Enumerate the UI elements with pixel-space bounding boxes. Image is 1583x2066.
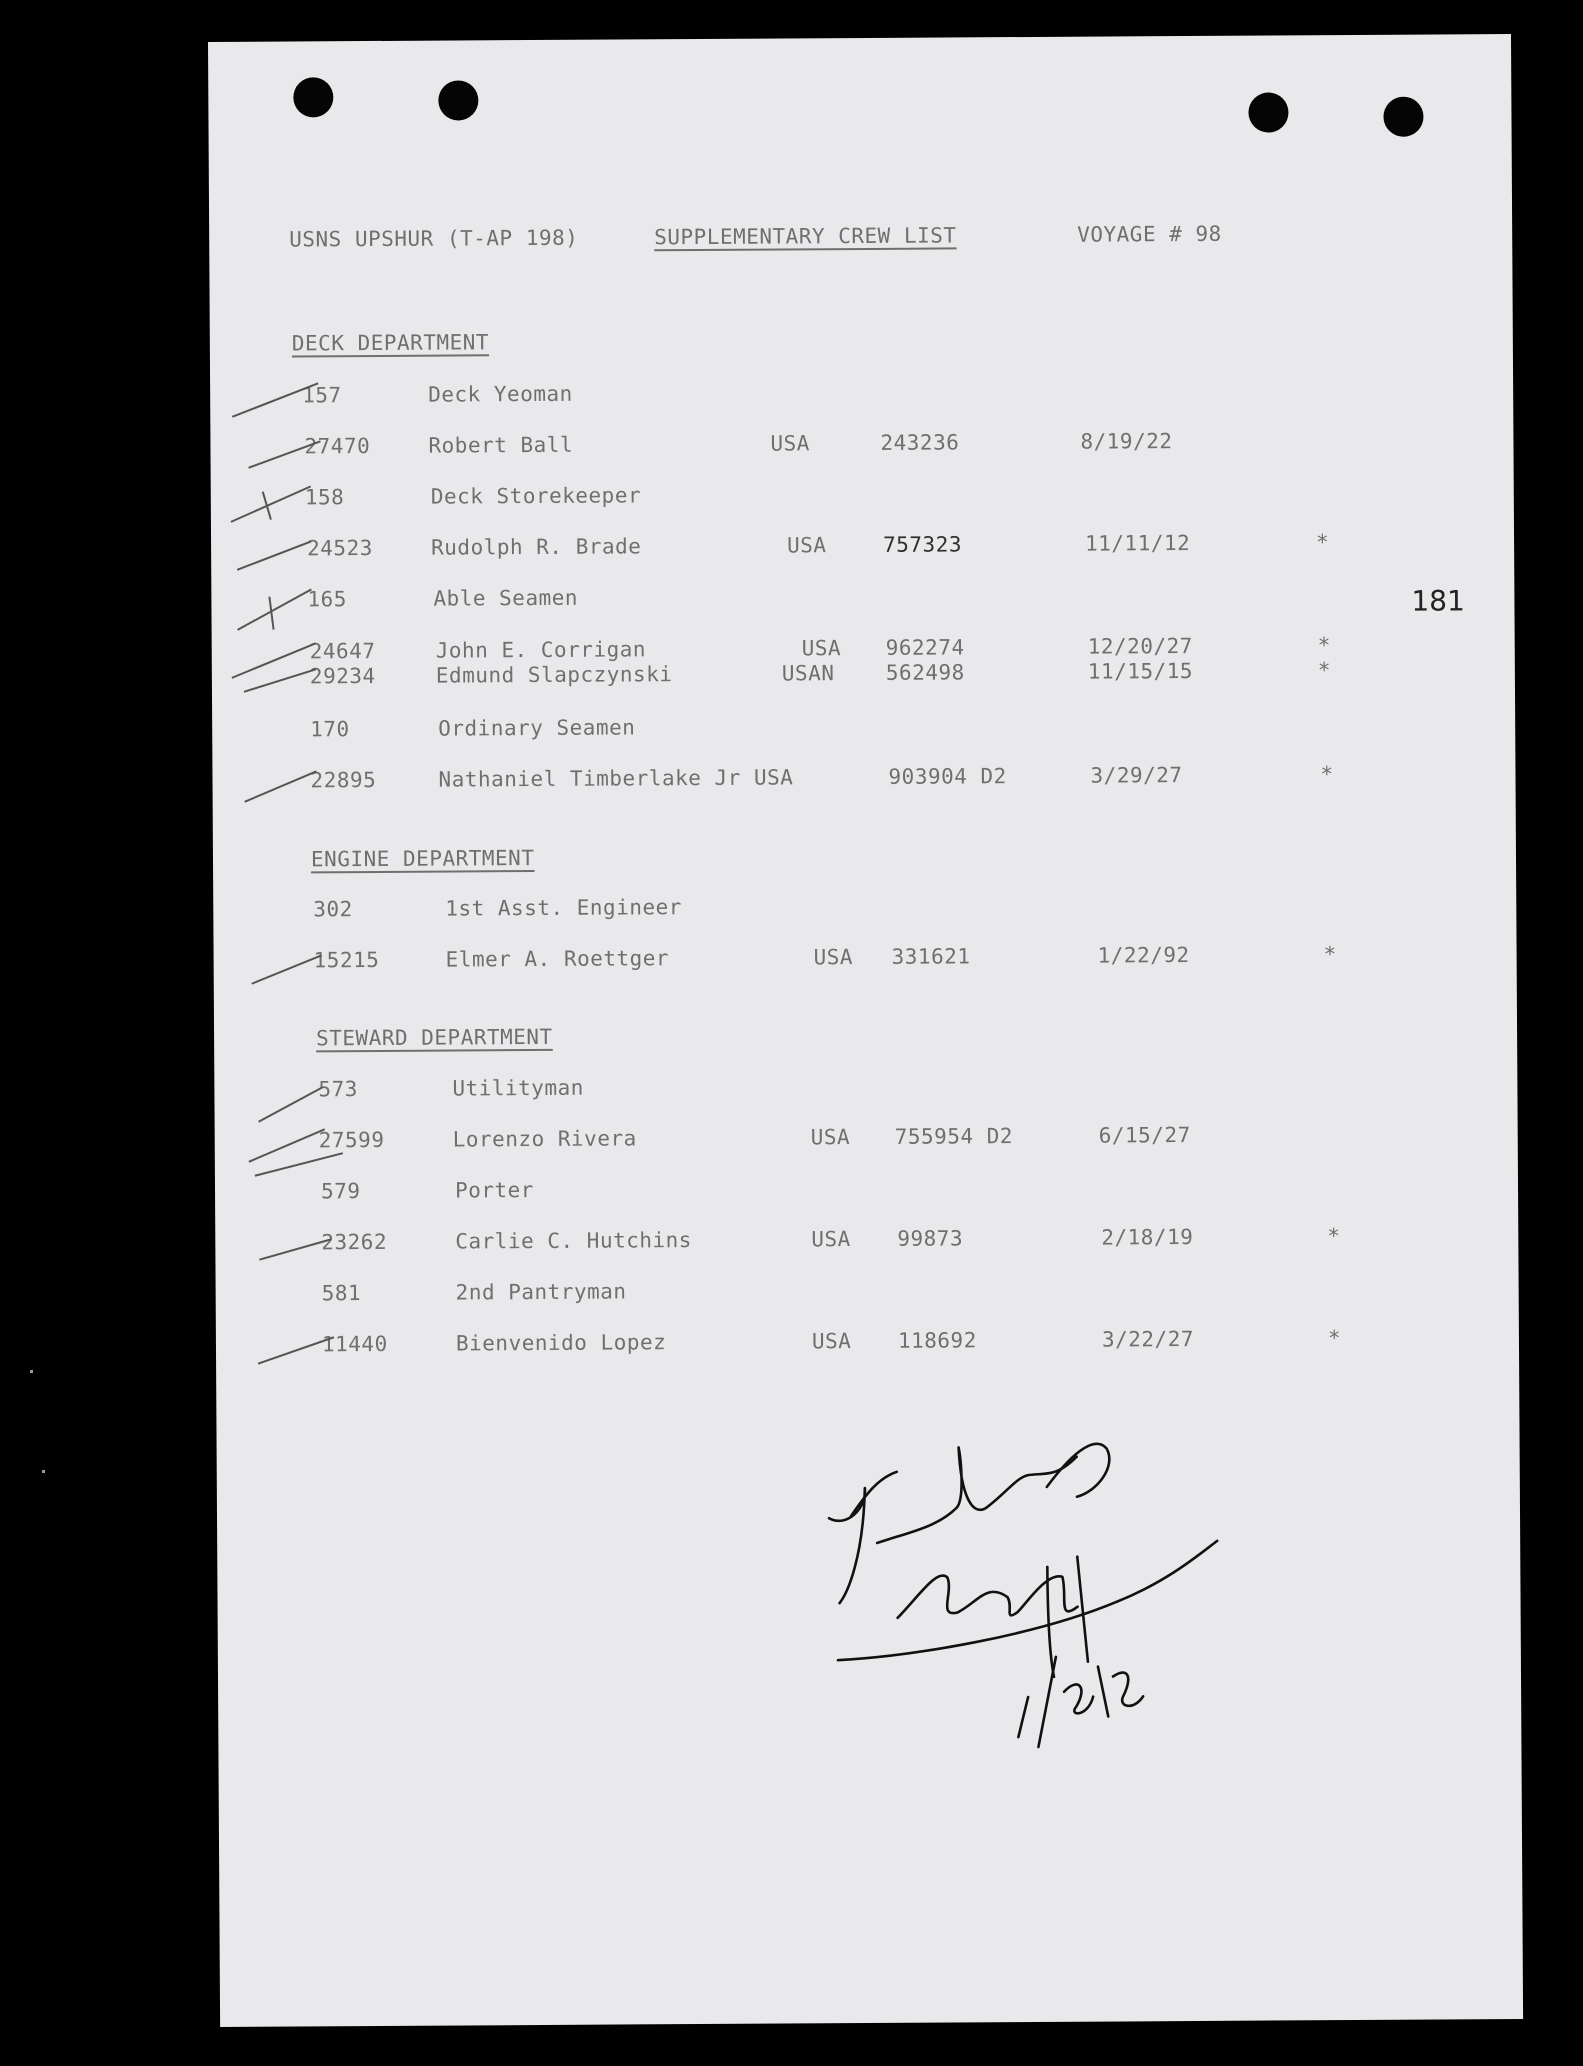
engine-department-heading: ENGINE DEPARTMENT xyxy=(310,846,535,872)
scan-speck xyxy=(42,1470,45,1473)
rating-title: 2nd Pantryman xyxy=(455,1279,627,1305)
document-title: SUPPLEMENTARY CREW LIST xyxy=(654,223,957,250)
rating-title: Deck Yeoman xyxy=(428,381,573,407)
crew-book-number: 903904 D2 xyxy=(888,764,1007,789)
crew-nationality: USA xyxy=(811,1227,851,1252)
crew-book-number: 243236 xyxy=(880,430,960,455)
crew-book-number: 331621 xyxy=(891,944,971,969)
crew-number: 27599 xyxy=(318,1127,385,1153)
rating-title: Ordinary Seamen xyxy=(438,715,636,741)
rating-code: 302 xyxy=(313,897,353,922)
crew-book-number: 962274 xyxy=(885,635,965,660)
crew-nationality: USA xyxy=(811,1329,852,1354)
rating-code: 573 xyxy=(318,1077,358,1102)
crew-book-number: 118692 xyxy=(897,1328,977,1353)
crew-nationality: USA xyxy=(770,431,810,456)
rating-code: 158 xyxy=(304,485,345,510)
crew-book-number: 99873 xyxy=(897,1226,964,1251)
crew-date: 3/22/27 xyxy=(1101,1327,1195,1352)
crew-flag: * xyxy=(1323,942,1337,967)
crew-book-number: 757323 xyxy=(883,532,963,557)
rating-title: Deck Storekeeper xyxy=(430,483,642,509)
deck-department-heading: DECK DEPARTMENT xyxy=(291,330,490,356)
crew-number: 27470 xyxy=(304,434,371,459)
crew-date: 11/11/12 xyxy=(1085,531,1191,556)
document-page xyxy=(208,34,1523,2027)
crew-name: Robert Ball xyxy=(428,432,574,458)
crew-flag: * xyxy=(1320,762,1334,787)
crew-name: Edmund Slapczynski xyxy=(435,662,673,688)
vessel-name: USNS UPSHUR (T-AP 198) xyxy=(289,225,579,252)
crew-flag: * xyxy=(1316,530,1330,555)
crew-name: Carlie C. Hutchins xyxy=(455,1228,692,1254)
crew-nationality: USA xyxy=(787,533,827,558)
voyage-number: VOYAGE # 98 xyxy=(1077,221,1222,247)
crew-date: 6/15/27 xyxy=(1098,1123,1191,1148)
rating-title: Utilityman xyxy=(452,1075,584,1101)
crew-name: Bienvenido Lopez xyxy=(455,1330,667,1356)
rating-code: 581 xyxy=(321,1281,362,1306)
crew-name: John E. Corrigan xyxy=(435,637,647,663)
rating-code: 165 xyxy=(307,587,347,612)
crew-flag: * xyxy=(1317,633,1331,658)
rating-title: 1st Asst. Engineer xyxy=(445,895,682,921)
crew-nationality: USA xyxy=(801,636,842,661)
crew-book-number: 562498 xyxy=(885,660,965,685)
crew-date: 2/18/19 xyxy=(1101,1225,1194,1250)
crew-number: 15215 xyxy=(313,947,380,973)
steward-department-heading: STEWARD DEPARTMENT xyxy=(316,1024,553,1051)
rating-code: 157 xyxy=(302,383,342,408)
crew-number: 11440 xyxy=(321,1331,388,1357)
crew-book-number: 755954 D2 xyxy=(894,1124,1014,1149)
crew-number: 23262 xyxy=(321,1229,388,1255)
crew-number: 22895 xyxy=(310,767,377,793)
rating-title: Able Seamen xyxy=(433,585,579,611)
crew-flag: * xyxy=(1317,658,1332,683)
crew-flag: * xyxy=(1327,1326,1342,1351)
crew-date: 11/15/15 xyxy=(1087,658,1194,684)
crew-nationality: USAN xyxy=(781,661,835,686)
crew-nationality: USA xyxy=(810,1125,851,1150)
crew-number: 24523 xyxy=(307,536,373,561)
crew-flag: * xyxy=(1327,1224,1341,1249)
rating-code: 579 xyxy=(320,1179,361,1204)
crew-name: Elmer A. Roettger xyxy=(445,946,670,972)
crew-name: Nathaniel Timberlake Jr USA xyxy=(438,765,794,792)
crew-date: 3/29/27 xyxy=(1090,763,1183,788)
crew-name: Lorenzo Rivera xyxy=(452,1126,637,1152)
crew-number: 24647 xyxy=(309,638,376,664)
crew-date: 8/19/22 xyxy=(1080,429,1173,454)
crew-date: 12/20/27 xyxy=(1087,633,1193,659)
page-number: 181 xyxy=(1411,584,1465,618)
scan-speck xyxy=(30,1370,33,1373)
crew-name: Rudolph R. Brade xyxy=(431,534,642,560)
rating-code: 170 xyxy=(310,717,350,742)
handwritten-signature xyxy=(208,34,1523,2027)
rating-title: Porter xyxy=(454,1178,534,1203)
crew-date: 1/22/92 xyxy=(1097,943,1190,968)
crew-number: 29234 xyxy=(309,663,376,689)
crew-nationality: USA xyxy=(813,945,854,970)
